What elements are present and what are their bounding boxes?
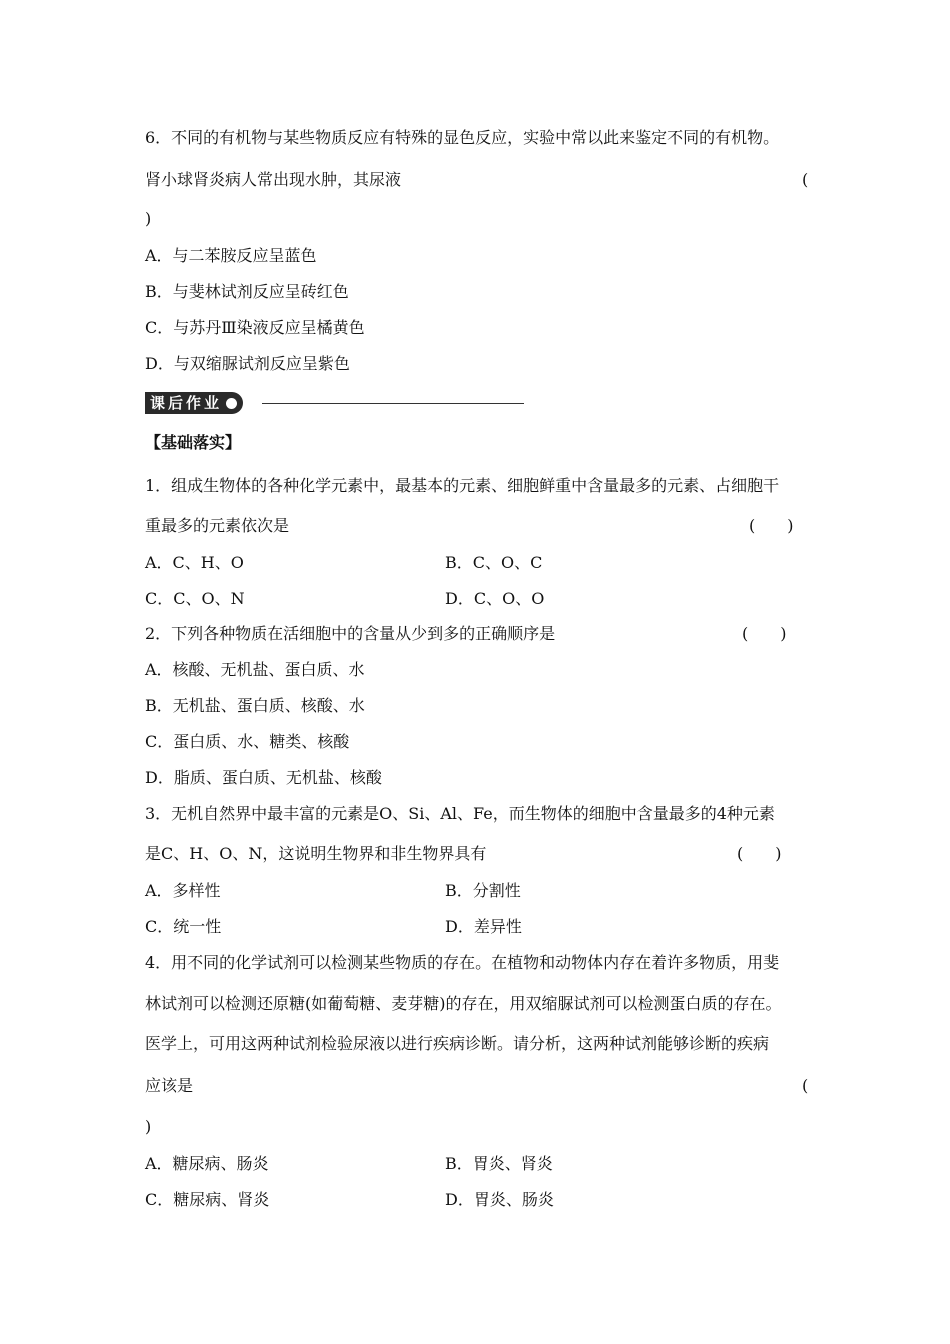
q1-stem-line1: 1．组成生物体的各种化学元素中，最基本的元素、细胞鲜重中含量最多的元素、占细胞干 [145, 476, 780, 495]
q2-option-b: B．无机盐、蛋白质、核酸、水 [145, 696, 365, 715]
q3-option-a: A．多样性 [145, 881, 221, 900]
q3-answer-paren: ( ) [737, 844, 782, 863]
q2-option-c: C．蛋白质、水、糖类、核酸 [145, 732, 350, 751]
q2-option-d: D．脂质、蛋白质、无机盐、核酸 [145, 768, 382, 787]
q6-option-b: B．与斐林试剂反应呈砖红色 [145, 282, 349, 301]
q1-answer-paren: ( ) [749, 516, 794, 535]
q4-stem-line1: 4．用不同的化学试剂可以检测某些物质的存在。在植物和动物体内存在着许多物质，用斐 [145, 953, 780, 972]
q4-option-d: D．胃炎、肠炎 [445, 1190, 554, 1209]
q6-answer-paren-close: ) [145, 209, 152, 228]
q6-option-d: D．与双缩脲试剂反应呈紫色 [145, 354, 350, 373]
q3-stem-line2: 是C、H、O、N，这说明生物界和非生物界具有 [145, 844, 487, 863]
q4-stem-line3: 医学上，可用这两种试剂检验尿液以进行疾病诊断。请分析，这两种试剂能够诊断的疾病 [145, 1034, 770, 1053]
q2-stem: 2．下列各种物质在活细胞中的含量从少到多的正确顺序是 [145, 624, 556, 643]
section-title: 【基础落实】 [145, 433, 242, 452]
q4-answer-paren-close: ) [145, 1117, 152, 1136]
q1-stem-line2: 重最多的元素依次是 [145, 516, 290, 535]
homework-banner [145, 392, 243, 414]
q4-stem-line4: 应该是 [145, 1076, 194, 1095]
q4-option-a: A．糖尿病、肠炎 [145, 1154, 269, 1173]
q4-option-c: C．糖尿病、肾炎 [145, 1190, 270, 1209]
q1-option-a: A．C、H、O [145, 553, 244, 572]
q6-option-c: C．与苏丹Ⅲ染液反应呈橘黄色 [145, 318, 365, 337]
q6-stem-line1: 6．不同的有机物与某些物质反应有特殊的显色反应，实验中常以此来鉴定不同的有机物。 [145, 128, 780, 147]
q3-option-d: D．差异性 [445, 917, 522, 936]
q3-option-b: B．分割性 [445, 881, 521, 900]
q4-stem-line2: 林试剂可以检测还原糖(如葡萄糖、麦芽糖)的存在，用双缩脲试剂可以检测蛋白质的存在。 [145, 994, 782, 1013]
q2-answer-paren: ( ) [742, 624, 787, 643]
q4-answer-paren-open: ( [802, 1076, 809, 1095]
q6-option-a: A．与二苯胺反应呈蓝色 [145, 246, 317, 265]
q6-stem-line2: 肾小球肾炎病人常出现水肿，其尿液 [145, 170, 402, 189]
q3-stem-line1: 3．无机自然界中最丰富的元素是O、Si、Al、Fe，而生物体的细胞中含量最多的4种元素 [145, 804, 775, 823]
banner-label: 课后作业 [150, 394, 223, 412]
q2-option-a: A．核酸、无机盐、蛋白质、水 [145, 660, 365, 679]
q6-answer-paren-open: ( [802, 170, 809, 189]
q4-option-b: B．胃炎、肾炎 [445, 1154, 553, 1173]
q1-option-d: D．C、O、O [445, 589, 545, 608]
q3-option-c: C．统一性 [145, 917, 222, 936]
q1-option-c: C．C、O、N [145, 589, 245, 608]
q1-option-b: B．C、O、C [445, 553, 543, 572]
banner-dot-icon [226, 398, 237, 409]
banner-divider [262, 403, 524, 404]
